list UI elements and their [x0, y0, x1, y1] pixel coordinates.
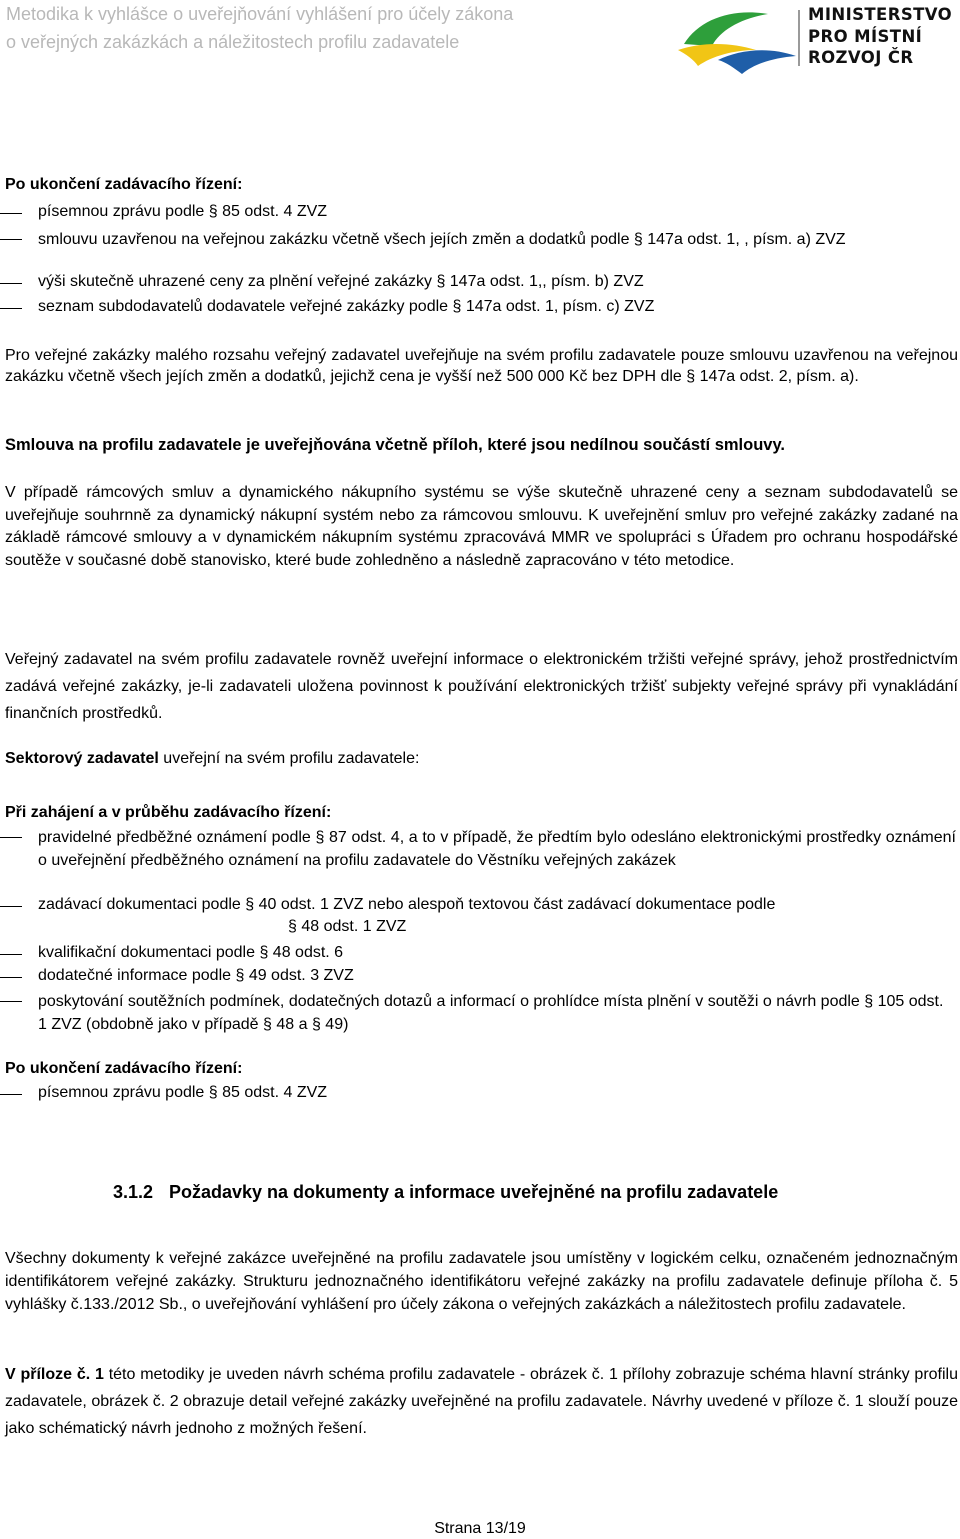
- ministry-logo-text: MINISTERSTVO PRO MÍSTNÍ ROZVOJ ČR: [808, 5, 953, 67]
- dash-bullet: [0, 1094, 22, 1107]
- section-heading: 3.1.2 Požadavky na dokumenty a informace uveřejněné na profilu zadavatele: [113, 1182, 779, 1202]
- header-title: Metodika k vyhlášce o uveřejňování vyhlášení pro účely zákona o veřejných zakázkách a náležitostech profilu zadavatele: [6, 4, 514, 52]
- dash-bullet: [0, 283, 22, 296]
- page-number: Strana 13/19: [434, 1520, 526, 1537]
- dash-bullet: [0, 837, 22, 850]
- paragraph-sector-contracting: Sektorový zadavatel uveřejní na svém profilu zadavatele:: [5, 750, 420, 767]
- paragraph-framework-agreements: V případě rámcových smluv a dynamického nákupního systému se výše skutečně uhrazené ceny a seznam subdodavatelů se uveřejňuje souhrnně za dynamický nákupní systém nebo za rámcovou smlouvu. K uveřejnění smluv pro veřejné zakázky zadané na základě rámcové smlouvy a v dynamickém nákupním systému zpracovává MMR ve spolupráci s Úřadem pro ochranu hospodářské soutěže v současné době stanovisko, které bude zohledněno a následně zapracováno v této metodice.: [5, 484, 958, 569]
- paragraph-contract-annexes: Smlouva na profilu zadavatele je uveřejňována včetně příloh, které jsou nedílnou součástí smlouvy.: [5, 436, 786, 454]
- dash-bullet: [0, 906, 22, 919]
- dash-bullet: [0, 239, 22, 252]
- dash-bullet: [0, 308, 22, 321]
- paragraph-electronic-marketplace: Veřejný zadavatel na svém profilu zadavatele rovněž uveřejní informace o elektronickém tržišti veřejné správy, jehož prostřednictvím zadává veřejné zakázky, je-li zadavateli uložena povinnost k používání elektronických tržišť subjekty veřejné správy při vynakládání finančních prostředků.: [5, 651, 958, 722]
- heading-after-procurement-sector: Po ukončení zadávacího řízení:: [5, 1060, 243, 1077]
- paragraph-documents: Všechny dokumenty k veřejné zakázce uveřejněné na profilu zadavatele jsou umístěny v logickém celku, označeném jednoznačným identifikátorem veřejné zakázky. Strukturu jednoznačného identifikátoru veřejné zakázky na profilu zadavatele definuje příloha č. 5 vyhlášky č.133./2012 Sb., o uveřejňování vyhlášení pro účely zákona o veřejných zakázkách a náležitostech profilu zadavatele.: [5, 1250, 958, 1313]
- dash-bullet: [0, 977, 22, 990]
- dash-bullet: [0, 954, 22, 967]
- paragraph-small-contracts: Pro veřejné zakázky malého rozsahu veřejný zadavatel uveřejňuje na svém profilu zadavatele pouze smlouvu uzavřenou na veřejnou zakázku včetně všech jejích změn a dodatků, jejichž cena je vyšší než 500 000 Kč bez DPH dle § 147a odst. 2, písm. a).: [5, 347, 958, 385]
- heading-during-procurement: Při zahájení a v průběhu zadávacího řízení:: [5, 804, 332, 821]
- dash-bullet: [0, 213, 22, 226]
- dash-bullet: [0, 1001, 22, 1014]
- heading-after-procurement: Po ukončení zadávacího řízení:: [5, 176, 243, 193]
- paragraph-annex-reference: V příloze č. 1 této metodiky je uveden návrh schéma profilu zadavatele - obrázek č. 1 přílohy zobrazuje schéma hlavní stránky profilu zadavatele, obrázek č. 2 obrazuje detail veřejné zakázky uveřejněné na profilu zadavatele. Návrhy uvedené v příloze č. 1 slouží pouze jako schématický návrh jednoho z možných řešení.: [5, 1366, 959, 1437]
